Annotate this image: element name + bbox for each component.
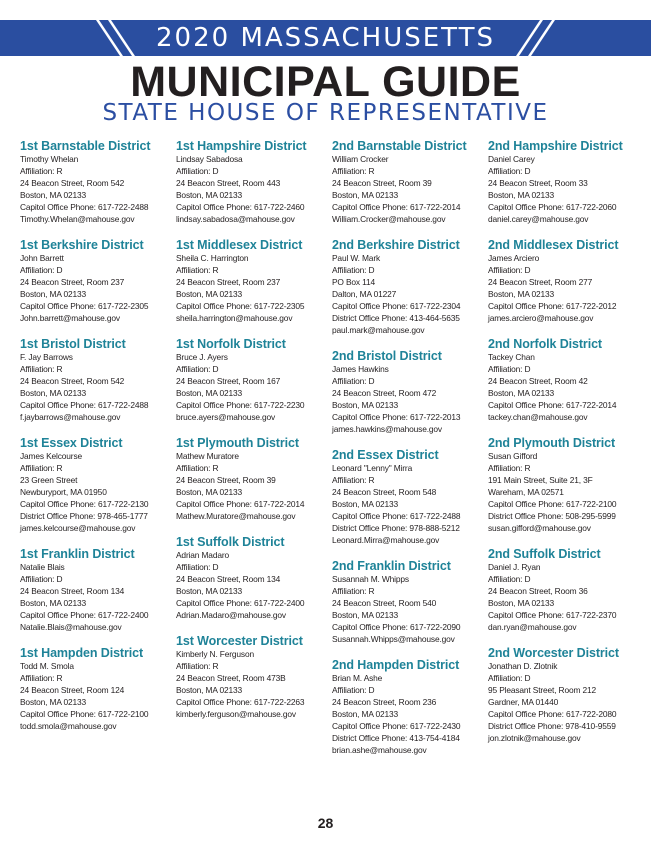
district-name: 2nd Hampshire District <box>488 139 623 153</box>
contact-line: 24 Beacon Street, Room 443 <box>176 178 281 188</box>
district-name: 2nd Suffolk District <box>488 547 601 561</box>
district-name: 1st Bristol District <box>20 337 126 351</box>
contact-line: 191 Main Street, Suite 21, 3F <box>488 475 593 485</box>
district-entry <box>488 238 646 324</box>
contact-line: Boston, MA 02133 <box>176 190 243 200</box>
district-entry <box>332 658 490 756</box>
contact-line: Boston, MA 02133 <box>488 190 555 200</box>
contact-line: Gardner, MA 01440 <box>488 697 559 707</box>
email-address[interactable]: todd.smola@mahouse.gov <box>20 721 117 731</box>
representative-name: Daniel J. Ryan <box>488 562 541 572</box>
representative-name: Susannah M. Whipps <box>332 574 409 584</box>
contact-line: Capitol Office Phone: 617-722-2488 <box>20 202 149 212</box>
representative-name: William Crocker <box>332 154 389 164</box>
contact-line: Capitol Office Phone: 617-722-2430 <box>332 721 461 731</box>
contact-line: Capitol Office Phone: 617-722-2305 <box>176 301 305 311</box>
email-address[interactable]: paul.mark@mahouse.gov <box>332 325 425 335</box>
email-address[interactable]: james.hawkins@mahouse.gov <box>332 424 442 434</box>
representative-name: Timothy Whelan <box>20 154 79 164</box>
contact-line: Affiliation: D <box>488 574 531 584</box>
district-entry <box>488 646 646 744</box>
contact-line: Capitol Office Phone: 617-722-2130 <box>20 499 149 509</box>
contact-line: Boston, MA 02133 <box>20 697 87 707</box>
contact-line: 95 Pleasant Street, Room 212 <box>488 685 596 695</box>
contact-line: Affiliation: R <box>176 661 219 671</box>
contact-line: Capitol Office Phone: 617-722-2100 <box>488 499 617 509</box>
contact-line: Capitol Office Phone: 617-722-2013 <box>332 412 461 422</box>
contact-line: Boston, MA 02133 <box>488 598 555 608</box>
representative-name: John Barrett <box>20 253 64 263</box>
contact-line: 24 Beacon Street, Room 36 <box>488 586 588 596</box>
contact-line: Boston, MA 02133 <box>20 598 87 608</box>
district-entry <box>176 139 334 225</box>
contact-line: Affiliation: D <box>176 562 219 572</box>
contact-line: Affiliation: D <box>488 673 531 683</box>
email-address[interactable]: dan.ryan@mahouse.gov <box>488 622 577 632</box>
contact-line: Affiliation: R <box>332 166 375 176</box>
district-entry <box>332 448 490 546</box>
email-address[interactable]: Adrian.Madaro@mahouse.gov <box>176 610 286 620</box>
representative-name: Adrian Madaro <box>176 550 229 560</box>
representative-name: Kimberly N. Ferguson <box>176 649 254 659</box>
email-address[interactable]: bruce.ayers@mahouse.gov <box>176 412 276 422</box>
district-name: 1st Hampshire District <box>176 139 307 153</box>
contact-line: Affiliation: R <box>176 463 219 473</box>
contact-line: Affiliation: D <box>488 166 531 176</box>
contact-line: 24 Beacon Street, Room 473B <box>176 673 286 683</box>
contact-line: District Office Phone: 413-754-4184 <box>332 733 460 743</box>
contact-line: Boston, MA 02133 <box>332 190 399 200</box>
contact-line: Affiliation: D <box>488 364 531 374</box>
email-address[interactable]: tackey.chan@mahouse.gov <box>488 412 588 422</box>
district-name: 1st Barnstable District <box>20 139 151 153</box>
contact-line: Affiliation: R <box>20 364 63 374</box>
contact-line: Boston, MA 02133 <box>176 289 243 299</box>
page-subtitle: STATE HOUSE OF REPRESENTATIVE <box>102 100 549 126</box>
contact-line: Boston, MA 02133 <box>488 289 555 299</box>
contact-line: Boston, MA 02133 <box>332 499 399 509</box>
contact-line: Affiliation: R <box>332 586 375 596</box>
contact-line: 24 Beacon Street, Room 236 <box>332 697 437 707</box>
contact-line: Capitol Office Phone: 617-722-2400 <box>176 598 305 608</box>
contact-line: Capitol Office Phone: 617-722-2014 <box>176 499 305 509</box>
email-address[interactable]: f.jaybarrows@mahouse.gov <box>20 412 121 422</box>
district-entry <box>176 634 334 720</box>
district-name: 1st Suffolk District <box>176 535 285 549</box>
email-address[interactable]: Natalie.Blais@mahouse.gov <box>20 622 122 632</box>
directory-column <box>488 139 646 757</box>
representative-name: Paul W. Mark <box>332 253 380 263</box>
contact-line: Affiliation: D <box>332 265 375 275</box>
contact-line: Capitol Office Phone: 617-722-2060 <box>488 202 617 212</box>
district-entry <box>176 238 334 324</box>
contact-line: Boston, MA 02133 <box>176 586 243 596</box>
representative-name: F. Jay Barrows <box>20 352 73 362</box>
contact-line: 24 Beacon Street, Room 134 <box>20 586 125 596</box>
contact-line: Affiliation: R <box>20 463 63 473</box>
district-name: 2nd Plymouth District <box>488 436 616 450</box>
district-entry <box>176 337 334 423</box>
contact-line: Capitol Office Phone: 617-722-2488 <box>332 511 461 521</box>
representative-name: Brian M. Ashe <box>332 673 383 683</box>
contact-line: Capitol Office Phone: 617-722-2100 <box>20 709 149 719</box>
district-name: 2nd Berkshire District <box>332 238 460 252</box>
district-entry <box>20 139 178 225</box>
district-entry <box>176 535 334 621</box>
email-address[interactable]: susan.gifford@mahouse.gov <box>488 523 591 533</box>
contact-line: Capitol Office Phone: 617-722-2400 <box>20 610 149 620</box>
district-entry <box>332 349 490 435</box>
representative-name: Mathew Muratore <box>176 451 239 461</box>
district-name: 1st Berkshire District <box>20 238 144 252</box>
email-address[interactable]: Susannah.Whipps@mahouse.gov <box>332 634 455 644</box>
contact-line: 24 Beacon Street, Room 39 <box>176 475 276 485</box>
contact-line: District Office Phone: 978-410-9559 <box>488 721 616 731</box>
district-name: 1st Hampden District <box>20 646 144 660</box>
contact-line: Boston, MA 02133 <box>20 190 87 200</box>
email-address[interactable]: John.barrett@mahouse.gov <box>20 313 120 323</box>
contact-line: Affiliation: R <box>176 265 219 275</box>
district-entry <box>20 646 178 732</box>
representative-name: Bruce J. Ayers <box>176 352 228 362</box>
district-name: 1st Middlesex District <box>176 238 303 252</box>
page-number: 28 <box>317 815 334 831</box>
contact-line: Capitol Office Phone: 617-722-2014 <box>332 202 461 212</box>
district-name: 2nd Middlesex District <box>488 238 619 252</box>
district-entry <box>488 139 646 225</box>
email-address[interactable]: jon.zlotnik@mahouse.gov <box>488 733 581 743</box>
contact-line: 24 Beacon Street, Room 548 <box>332 487 437 497</box>
district-name: 2nd Essex District <box>332 448 439 462</box>
contact-line: Boston, MA 02133 <box>20 289 87 299</box>
contact-line: Capitol Office Phone: 617-722-2304 <box>332 301 461 311</box>
contact-line: 23 Green Street <box>20 475 78 485</box>
contact-line: District Office Phone: 508-295-5999 <box>488 511 616 521</box>
district-entry <box>20 547 178 633</box>
contact-line: 24 Beacon Street, Room 167 <box>176 376 281 386</box>
contact-line: Boston, MA 02133 <box>176 487 243 497</box>
district-name: 2nd Hampden District <box>332 658 460 672</box>
contact-line: Capitol Office Phone: 617-722-2460 <box>176 202 305 212</box>
email-address[interactable]: sheila.harrington@mahouse.gov <box>176 313 293 323</box>
district-entry <box>176 436 334 522</box>
page-title: MUNICIPAL GUIDE <box>130 58 521 106</box>
email-address[interactable]: brian.ashe@mahouse.gov <box>332 745 427 755</box>
district-entry <box>488 436 646 534</box>
email-address[interactable]: lindsay.sabadosa@mahouse.gov <box>176 214 295 224</box>
contact-line: Affiliation: D <box>176 166 219 176</box>
contact-line: Affiliation: D <box>20 265 63 275</box>
email-address[interactable]: daniel.carey@mahouse.gov <box>488 214 589 224</box>
contact-line: 24 Beacon Street, Room 134 <box>176 574 281 584</box>
email-address[interactable]: Timothy.Whelan@mahouse.gov <box>20 214 135 224</box>
district-entry <box>20 238 178 324</box>
district-entry <box>20 337 178 423</box>
contact-line: 24 Beacon Street, Room 542 <box>20 376 125 386</box>
contact-line: Affiliation: R <box>20 673 63 683</box>
email-address[interactable]: Mathew.Muratore@mahouse.gov <box>176 511 296 521</box>
contact-line: PO Box 114 <box>332 277 376 287</box>
representative-name: Lindsay Sabadosa <box>176 154 243 164</box>
contact-line: District Office Phone: 978-465-1777 <box>20 511 148 521</box>
representative-name: James Arciero <box>488 253 540 263</box>
representative-name: Todd M. Smola <box>20 661 74 671</box>
representative-name: James Kelcourse <box>20 451 82 461</box>
contact-line: Affiliation: D <box>20 574 63 584</box>
directory-column <box>332 139 490 769</box>
email-address[interactable]: Leonard.Mirra@mahouse.gov <box>332 535 440 545</box>
contact-line: Capitol Office Phone: 617-722-2488 <box>20 400 149 410</box>
contact-line: Capitol Office Phone: 617-722-2014 <box>488 400 617 410</box>
contact-line: 24 Beacon Street, Room 540 <box>332 598 437 608</box>
contact-line: Affiliation: D <box>332 376 375 386</box>
contact-line: Boston, MA 02133 <box>332 610 399 620</box>
contact-line: Capitol Office Phone: 617-722-2263 <box>176 697 305 707</box>
representative-name: Tackey Chan <box>488 352 535 362</box>
district-name: 2nd Worcester District <box>488 646 619 660</box>
representative-name: Leonard "Lenny" Mirra <box>332 463 413 473</box>
district-entry <box>488 337 646 423</box>
contact-line: 24 Beacon Street, Room 33 <box>488 178 588 188</box>
district-name: 1st Essex District <box>20 436 123 450</box>
contact-line: Affiliation: R <box>332 475 375 485</box>
contact-line: Capitol Office Phone: 617-722-2305 <box>20 301 149 311</box>
contact-line: Boston, MA 02133 <box>332 400 399 410</box>
email-address[interactable]: William.Crocker@mahouse.gov <box>332 214 446 224</box>
representative-name: Sheila C. Harrington <box>176 253 249 263</box>
district-name: 2nd Franklin District <box>332 559 451 573</box>
contact-line: 24 Beacon Street, Room 542 <box>20 178 125 188</box>
contact-line: 24 Beacon Street, Room 39 <box>332 178 432 188</box>
district-name: 1st Worcester District <box>176 634 303 648</box>
email-address[interactable]: james.kelcourse@mahouse.gov <box>20 523 136 533</box>
representative-name: Jonathan D. Zlotnik <box>488 661 558 671</box>
contact-line: Affiliation: R <box>488 463 531 473</box>
representative-name: James Hawkins <box>332 364 389 374</box>
contact-line: Capitol Office Phone: 617-722-2080 <box>488 709 617 719</box>
contact-line: 24 Beacon Street, Room 237 <box>176 277 281 287</box>
district-entry <box>332 139 490 225</box>
contact-line: 24 Beacon Street, Room 472 <box>332 388 437 398</box>
contact-line: Boston, MA 02133 <box>488 388 555 398</box>
district-name: 1st Franklin District <box>20 547 135 561</box>
representative-name: Natalie Blais <box>20 562 65 572</box>
district-entry <box>332 559 490 645</box>
contact-line: Newburyport, MA 01950 <box>20 487 107 497</box>
contact-line: Boston, MA 02133 <box>176 388 243 398</box>
district-name: 1st Plymouth District <box>176 436 299 450</box>
header-banner <box>0 20 651 56</box>
contact-line: 24 Beacon Street, Room 124 <box>20 685 125 695</box>
contact-line: Affiliation: D <box>176 364 219 374</box>
email-address[interactable]: james.arciero@mahouse.gov <box>488 313 594 323</box>
contact-line: Wareham, MA 02571 <box>488 487 564 497</box>
contact-line: District Office Phone: 978-888-5212 <box>332 523 460 533</box>
contact-line: Boston, MA 02133 <box>332 709 399 719</box>
district-entry <box>332 238 490 336</box>
directory-column <box>176 139 334 733</box>
district-name: 2nd Norfolk District <box>488 337 602 351</box>
contact-line: 24 Beacon Street, Room 277 <box>488 277 593 287</box>
contact-line: Dalton, MA 01227 <box>332 289 397 299</box>
contact-line: Boston, MA 02133 <box>20 388 87 398</box>
contact-line: 24 Beacon Street, Room 42 <box>488 376 588 386</box>
contact-line: Capitol Office Phone: 617-722-2012 <box>488 301 617 311</box>
contact-line: Affiliation: D <box>332 685 375 695</box>
contact-line: Affiliation: R <box>20 166 63 176</box>
directory-column <box>20 139 178 745</box>
contact-line: Boston, MA 02133 <box>176 685 243 695</box>
contact-line: Capitol Office Phone: 617-722-2230 <box>176 400 305 410</box>
email-address[interactable]: kimberly.ferguson@mahouse.gov <box>176 709 296 719</box>
contact-line: Capitol Office Phone: 617-722-2090 <box>332 622 461 632</box>
district-name: 2nd Barnstable District <box>332 139 467 153</box>
district-entry <box>20 436 178 534</box>
contact-line: 24 Beacon Street, Room 237 <box>20 277 125 287</box>
district-entry <box>488 547 646 633</box>
representative-name: Daniel Carey <box>488 154 535 164</box>
district-name: 2nd Bristol District <box>332 349 442 363</box>
district-name: 1st Norfolk District <box>176 337 286 351</box>
contact-line: Capitol Office Phone: 617-722-2370 <box>488 610 617 620</box>
contact-line: District Office Phone: 413-464-5635 <box>332 313 460 323</box>
banner-title: 2020 MASSACHUSETTS <box>156 23 495 53</box>
representative-name: Susan Gifford <box>488 451 538 461</box>
contact-line: Affiliation: D <box>488 265 531 275</box>
